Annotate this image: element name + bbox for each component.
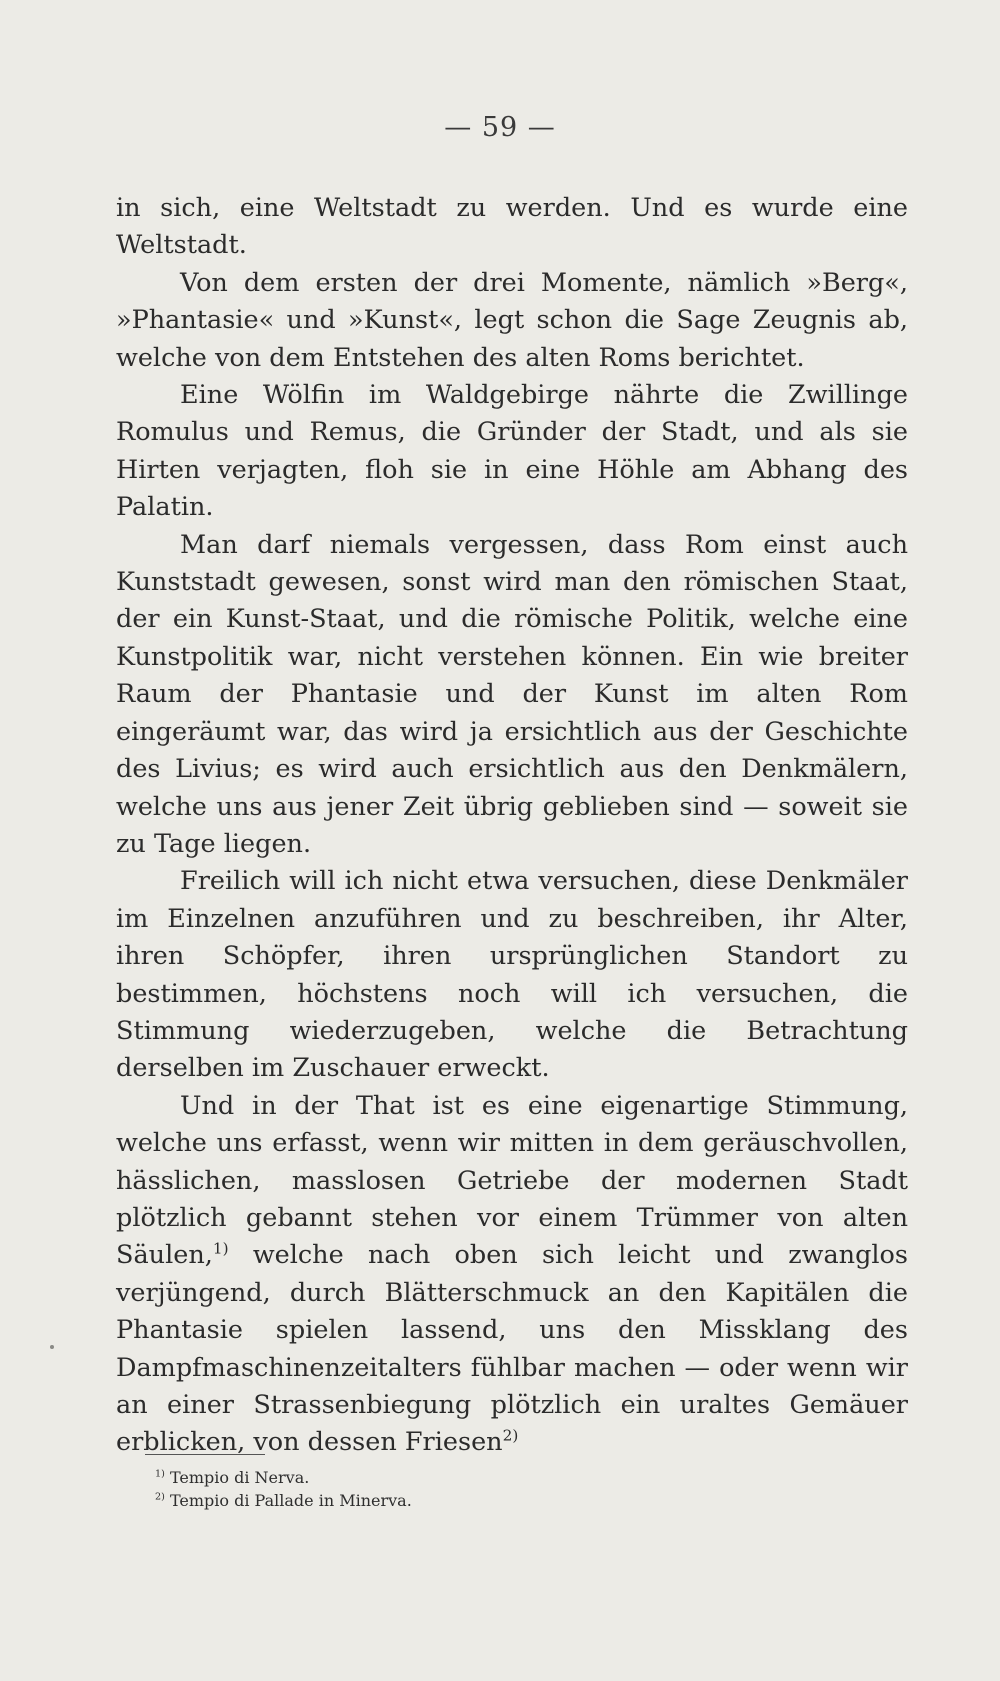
footnote-ref-1: 1)	[212, 1239, 229, 1258]
paragraph-3: Eine Wölfin im Waldgebirge nährte die Zwillinge Romulus und Remus, die Gründer der Stadt, und als sie Hirten verjagten, floh sie in eine Höhle am Abhang des Palatin.	[116, 380, 908, 523]
paragraph-4: Man darf niemals vergessen, dass Rom einst auch Kunststadt gewesen, sonst wird man den römischen Staat, der ein Kunst-Staat, und die römische Politik, welche eine Kunstpolitik war, nicht verstehen können. Ein wie breiter Raum der Phantasie und der Kunst im alten Rom eingeräumt war, das wird ja ersichtlich aus der Geschichte des Livius; es wird auch ersichtlich aus den Denkmälern, welche uns aus jener Zeit übrig geblieben sind — soweit sie zu Tage liegen.	[116, 529, 908, 859]
paragraph-5: Freilich will ich nicht etwa versuchen, diese Denkmäler im Einzelnen anzuführen und zu beschreiben, ihr Alter, ihren Schöpfer, ihren ursprünglichen Standort zu bestimmen, höchstens noch will ich versuchen, die Stimmung wiederzugeben, welche die Betrachtung derselben im Zuschauer erweckt.	[116, 866, 908, 1084]
paragraph-1: in sich, eine Weltstadt zu werden. Und es wurde eine Weltstadt.	[116, 193, 908, 261]
paper-speck	[50, 1345, 54, 1349]
paragraph-6	[116, 1088, 908, 1462]
footnotes	[155, 1466, 855, 1512]
paragraph-6-text-b: welche nach oben sich leicht und zwanglos verjüngend, durch Blätterschmuck an den Kapitälen die Phantasie spielen lassend, uns den Missklang des Dampfmaschinenzeitalters fühlbar machen — oder wenn wir an einer Strassenbiegung plötzlich ein uraltes Gemäuer erblicken, von dessen Friesen	[116, 1240, 908, 1458]
body-text	[116, 190, 908, 1462]
footnote-text-2: Tempio di Pallade in Minerva.	[169, 1491, 412, 1510]
footnote-1	[155, 1466, 855, 1489]
page-number: — 59 —	[444, 112, 556, 143]
footnote-2	[155, 1489, 855, 1512]
paragraph-6-text-a: Und in der That ist es eine eigenartige Stimmung, welche uns erfasst, wenn wir mitten in dem geräuschvollen, hässlichen, masslosen Getriebe der modernen Stadt plötzlich gebannt stehen vor einem Trümmer von alten Säulen,	[116, 1090, 908, 1271]
footnote-text-1: Tempio di Nerva.	[169, 1468, 310, 1487]
footnote-mark-1: 1)	[155, 1468, 165, 1480]
footnote-ref-2: 2)	[502, 1426, 519, 1445]
footnote-divider	[145, 1454, 265, 1455]
footnote-mark-2: 2)	[155, 1491, 165, 1503]
paragraph-2: Von dem ersten der drei Momente, nämlich »Berg«, »Phantasie« und »Kunst«, legt schon die Sage Zeugnis ab, welche von dem Entstehen des alten Roms berichtet.	[116, 267, 908, 373]
